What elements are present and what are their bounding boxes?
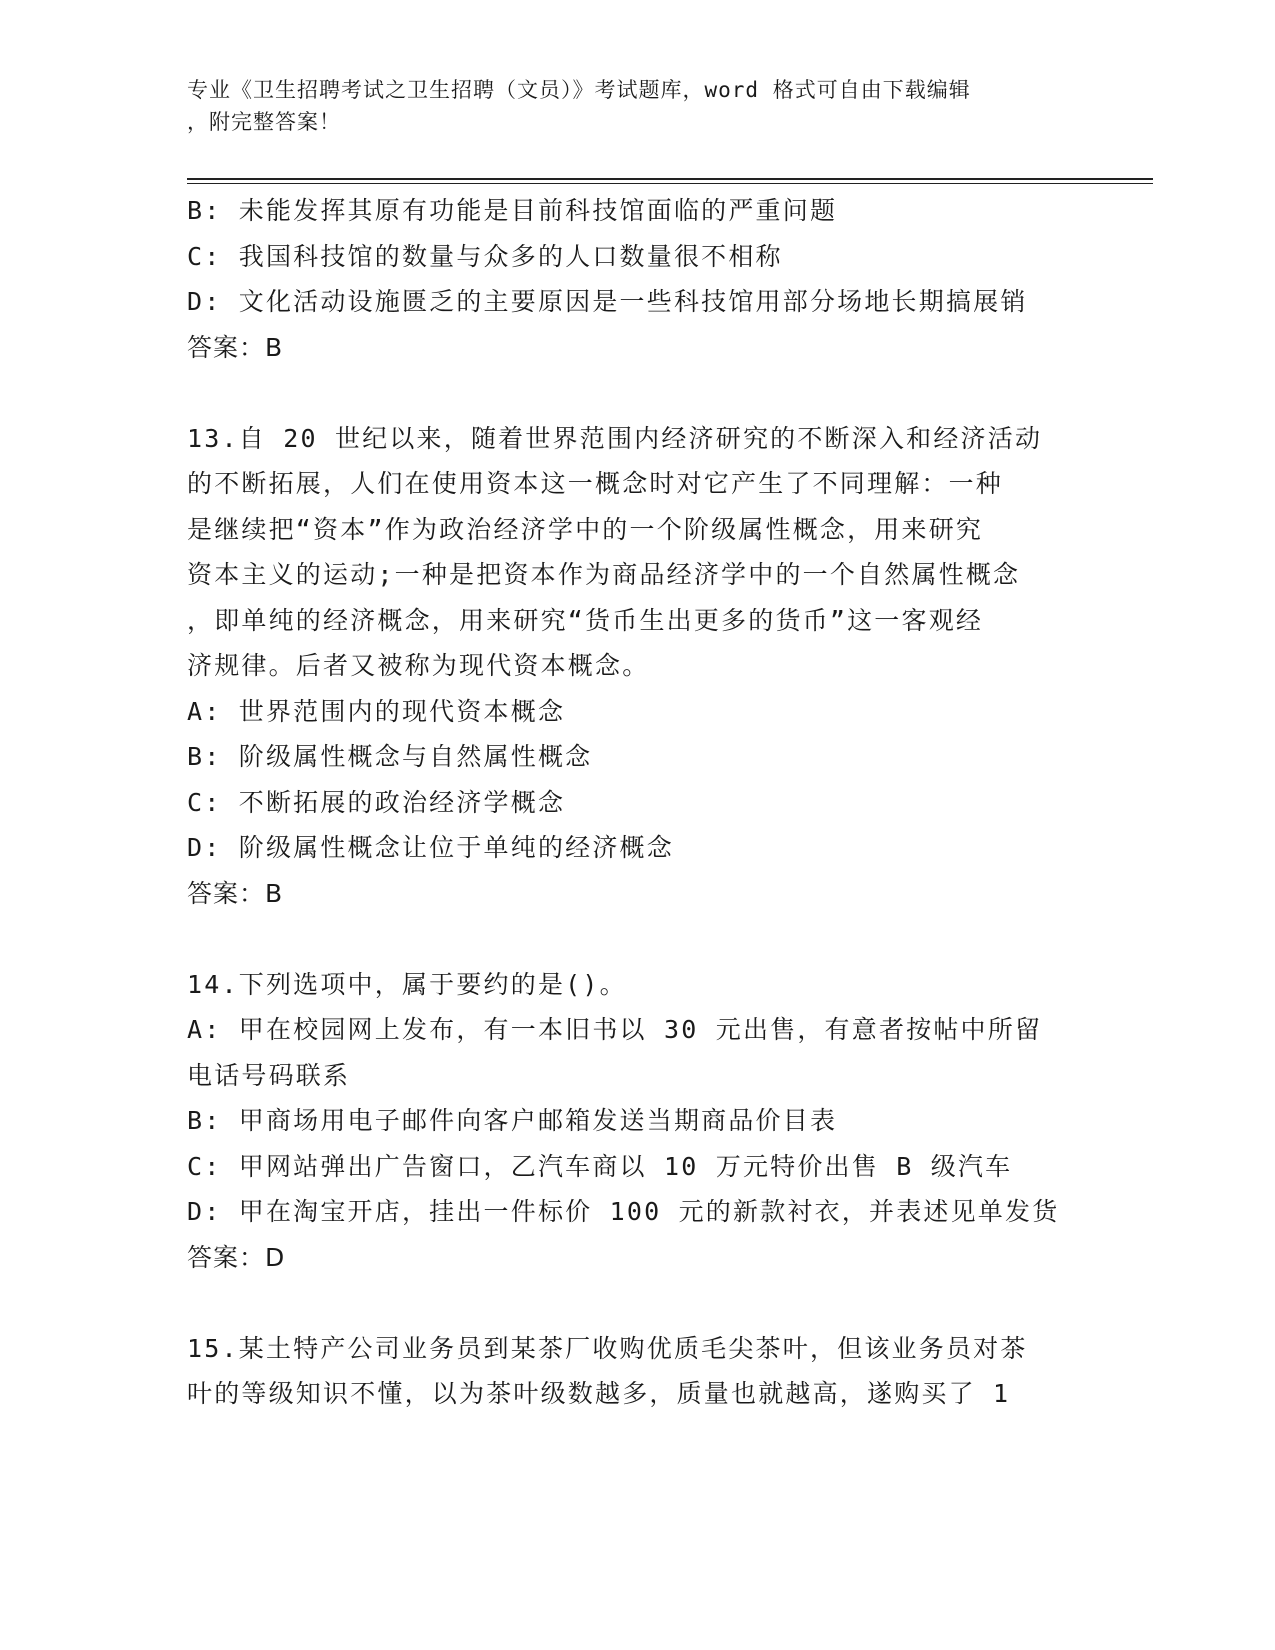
question-stem-line: ，即单纯的经济概念，用来研究“货币生出更多的货币”这一客观经 — [187, 605, 984, 635]
option-a: A: 甲在校园网上发布，有一本旧书以 30 元出售，有意者按帖中所留 — [187, 1015, 1043, 1044]
header-line-1: 专业《卫生招聘考试之卫生招聘（文员）》考试题库，word 格式可自由下载编辑 — [187, 78, 971, 102]
page-header — [187, 74, 1087, 138]
question-stem-line: 济规律。后者又被称为现代资本概念。 — [187, 651, 650, 680]
option-b: B: 未能发挥其原有功能是目前科技馆面临的严重问题 — [187, 196, 838, 225]
question-stem-line: 13.自 20 世纪以来，随着世界范围内经济研究的不断深入和经济活动 — [187, 423, 1043, 453]
question-stem-line: 是继续把“资本”作为政治经济学中的一个阶级属性概念，用来研究 — [187, 514, 984, 544]
answer-label: 答案：B — [187, 878, 284, 908]
option-b: B: 阶级属性概念与自然属性概念 — [187, 742, 593, 771]
question-stem-line: 的不断拓展，人们在使用资本这一概念时对它产生了不同理解：一种 — [187, 469, 1004, 498]
option-c: C: 我国科技馆的数量与众多的人口数量很不相称 — [187, 241, 783, 271]
option-c: C: 甲网站弹出广告窗口，乙汽车商以 10 万元特价出售 B 级汽车 — [187, 1151, 1013, 1181]
option-d: D: 甲在淘宝开店，挂出一件标价 100 元的新款衬衣，并表述见单发货 — [187, 1197, 1060, 1226]
question-stem-line: 叶的等级知识不懂，以为茶叶级数越多，质量也就越高，遂购买了 1 — [187, 1379, 1011, 1408]
question-15 — [187, 1326, 1087, 1417]
answer-label: 答案：D — [187, 1242, 286, 1272]
question-13 — [187, 416, 1087, 917]
header-divider-thick — [187, 178, 1153, 180]
answer-label: 答案：B — [187, 332, 284, 362]
header-divider-thin — [187, 183, 1153, 184]
question-stem-line: 资本主义的运动;一种是把资本作为商品经济学中的一个自然属性概念 — [187, 560, 1021, 589]
question-stem-line: 15.某土特产公司业务员到某茶厂收购优质毛尖茶叶，但该业务员对茶 — [187, 1333, 1028, 1363]
header-line-2: ，附完整答案！ — [187, 110, 341, 134]
question-content — [187, 188, 1087, 1417]
question-14 — [187, 962, 1087, 1281]
option-c: C: 不断拓展的政治经济学概念 — [187, 787, 566, 817]
question-stem-line: 14.下列选项中，属于要约的是()。 — [187, 969, 627, 999]
option-a-continued: 电话号码联系 — [187, 1060, 351, 1090]
option-d: D: 文化活动设施匮乏的主要原因是一些科技馆用部分场地长期搞展销 — [187, 287, 1028, 316]
option-b: B: 甲商场用电子邮件向客户邮箱发送当期商品价目表 — [187, 1106, 838, 1135]
option-d: D: 阶级属性概念让位于单纯的经济概念 — [187, 833, 674, 862]
question-12 — [187, 188, 1087, 370]
option-a: A: 世界范围内的现代资本概念 — [187, 696, 566, 726]
